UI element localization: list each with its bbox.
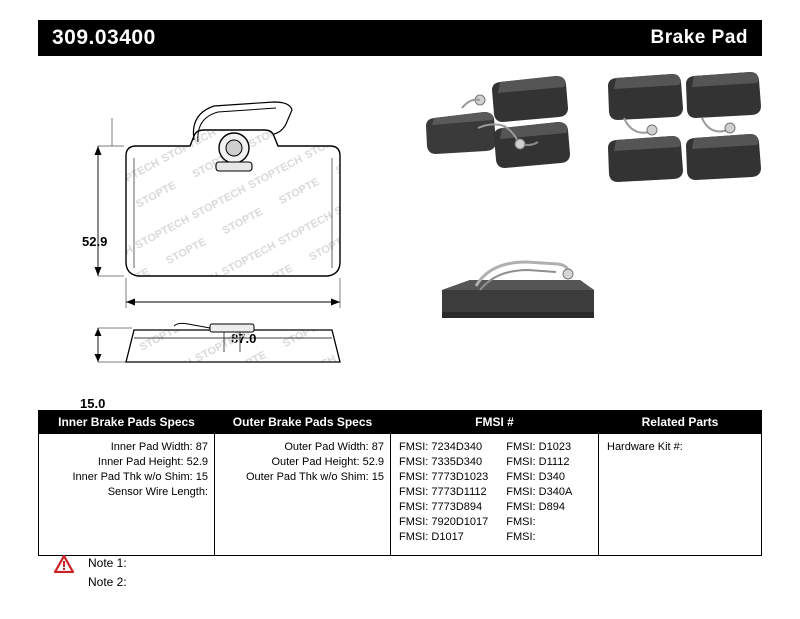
fmsi-item: FMSI: D1112 <box>506 456 570 468</box>
spec-header-related-parts: Related Parts <box>599 411 761 434</box>
specs-table <box>38 410 762 556</box>
spec-column-fmsi <box>391 411 599 555</box>
spec-row-outer-height <box>221 455 384 470</box>
spec-label: Outer Pad Width: <box>284 441 369 453</box>
spec-value: 87 <box>195 441 208 453</box>
line-drawing-front-view <box>38 62 418 392</box>
note-row-2 <box>50 572 350 591</box>
spec-value: 52.9 <box>362 456 384 468</box>
spec-label: Outer Pad Thk w/o Shim: <box>246 471 369 483</box>
spec-label: Inner Pad Thk w/o Shim: <box>72 471 193 483</box>
fmsi-item: FMSI: 7773D1023 <box>399 471 489 483</box>
fmsi-item: FMSI: D340 <box>506 471 565 483</box>
spec-body-inner <box>39 434 214 546</box>
fmsi-item: FMSI: 7234D340 <box>399 441 483 453</box>
fmsi-item: FMSI: 7773D1112 <box>399 486 487 498</box>
fmsi-item: FMSI: D894 <box>506 501 565 513</box>
fmsi-item: FMSI: 7920D1017 <box>399 516 489 528</box>
spec-label: Inner Pad Width: <box>110 441 193 453</box>
header-bar <box>38 20 762 56</box>
spec-value: 15 <box>195 471 208 483</box>
note-2-label: Note 2: <box>88 574 127 589</box>
fmsi-item: FMSI: D340A <box>506 486 573 498</box>
spec-row-inner-thickness <box>45 470 208 485</box>
pad-photo-group-right <box>608 72 761 182</box>
spec-column-outer <box>215 411 391 555</box>
product-photos <box>418 62 762 392</box>
fmsi-item: FMSI: D1017 <box>399 531 464 543</box>
technical-drawing <box>38 62 762 411</box>
warning-icon <box>54 555 74 573</box>
dimension-thickness-label: 15.0 <box>80 396 106 411</box>
related-parts-hardware-kit: Hardware Kit #: <box>607 441 683 453</box>
spec-label: Outer Pad Height: <box>271 456 360 468</box>
spec-header-inner: Inner Brake Pads Specs <box>39 411 214 434</box>
note-row-1 <box>50 553 350 572</box>
fmsi-item: FMSI: D1023 <box>506 441 572 453</box>
spec-label: Inner Pad Height: <box>97 456 184 468</box>
pad-photo-edge-view <box>442 262 594 318</box>
pad-photo-group-left <box>426 76 570 168</box>
note-1-label: Note 1: <box>88 555 127 570</box>
notes-section <box>50 553 350 591</box>
spec-body-fmsi <box>391 434 598 555</box>
spec-header-outer: Outer Brake Pads Specs <box>215 411 390 434</box>
fmsi-item: FMSI: 7335D340 <box>399 456 483 468</box>
fmsi-list-left <box>399 440 488 545</box>
spec-header-fmsi: FMSI # <box>391 411 598 434</box>
fmsi-item: FMSI: <box>506 516 536 528</box>
product-type: Brake Pad <box>650 27 748 48</box>
dimension-height-label: 52.9 <box>82 234 108 249</box>
part-number: 309.03400 <box>52 26 156 49</box>
spec-row-outer-width <box>221 440 384 455</box>
spec-column-inner <box>39 411 215 555</box>
spec-value: 87 <box>371 441 384 453</box>
spec-body-outer <box>215 434 390 546</box>
spec-row-sensor-wire-length <box>45 485 208 500</box>
fmsi-item: FMSI: 7773D894 <box>399 501 483 513</box>
fmsi-list-right <box>506 440 572 545</box>
spec-value: 52.9 <box>186 456 208 468</box>
fmsi-item: FMSI: <box>506 531 536 543</box>
spec-row-outer-thickness <box>221 470 384 485</box>
spec-row-inner-width <box>45 440 208 455</box>
spec-label: Sensor Wire Length: <box>107 486 208 498</box>
spec-row-inner-height <box>45 455 208 470</box>
spec-value: 15 <box>371 471 384 483</box>
spec-column-related-parts <box>599 411 761 555</box>
spec-body-related-parts <box>599 434 761 546</box>
